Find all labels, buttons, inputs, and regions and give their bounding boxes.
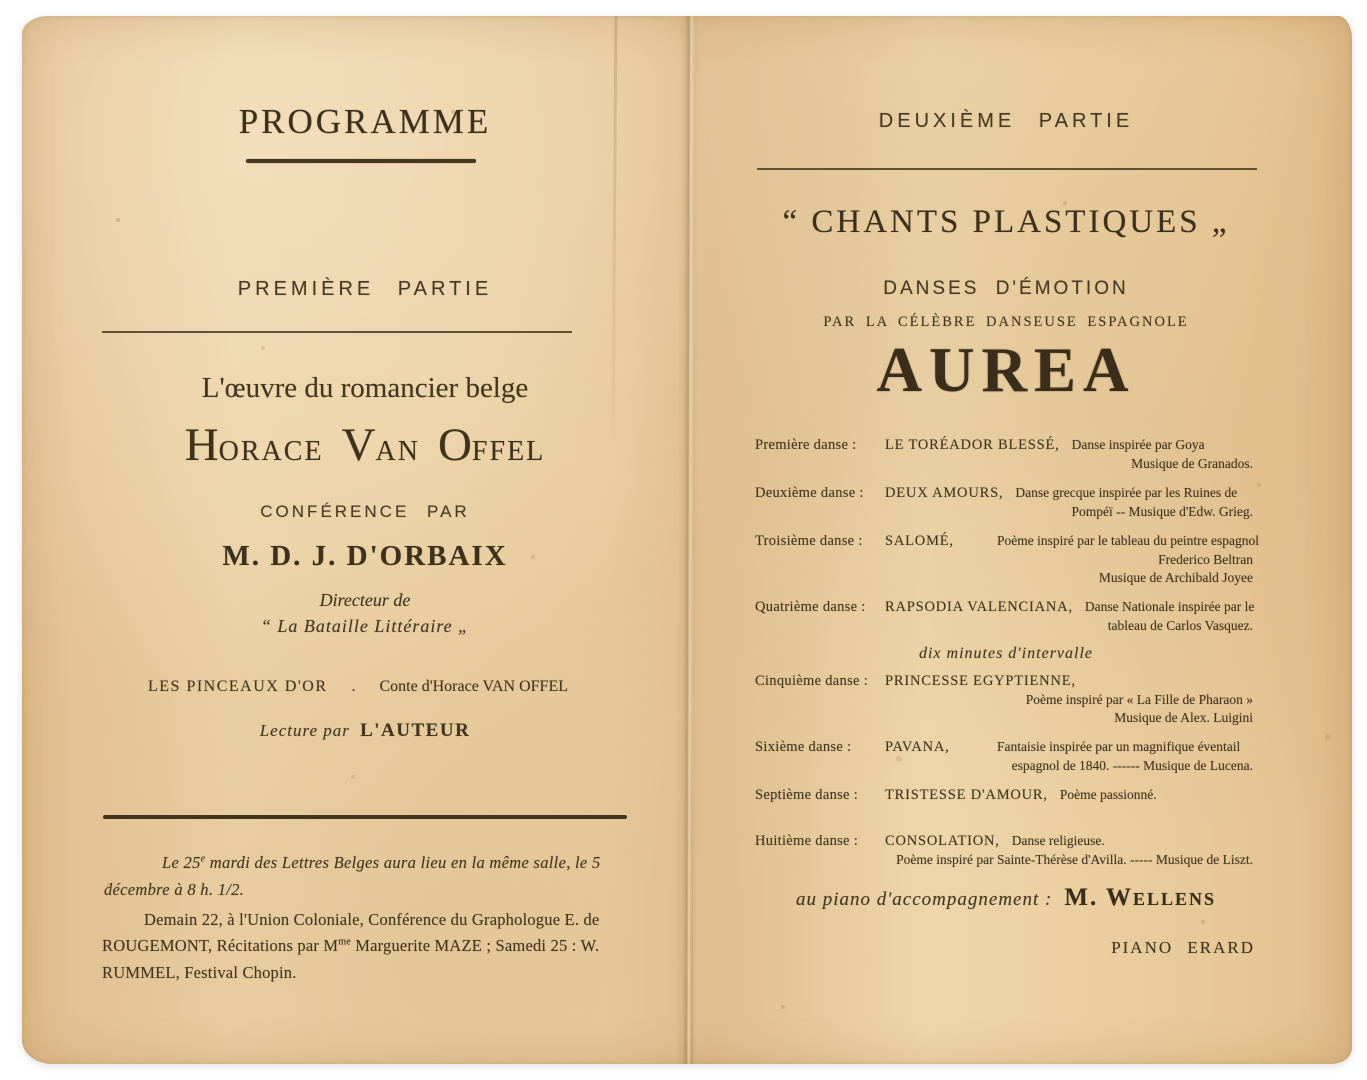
- upcoming-events-paragraph: [102, 907, 630, 987]
- section-rule: [757, 168, 1257, 170]
- dance-credit-line: tableau de Carlos Vasquez.: [1107, 618, 1253, 633]
- dance-first-line: [885, 531, 1260, 551]
- dance-first-line: [885, 671, 1257, 691]
- dance-ordinal-label: Quatrième danse :: [755, 599, 866, 615]
- dance-credit-line: Poème inspiré par « La Fille de Pharaon »: [1025, 692, 1253, 707]
- dance-description: Danse Nationale inspirée par le: [1084, 599, 1255, 614]
- lecture-line: [100, 720, 630, 742]
- dance-details: [885, 785, 1257, 805]
- dance-ordinal-label: Première danse :: [755, 437, 857, 453]
- foxing-speckles: [22, 16, 24, 18]
- dance-row: [755, 737, 1257, 775]
- paper-crease: [690, 716, 693, 1064]
- right-page: [755, 16, 1260, 1064]
- dance-title: RAPSODIA VALENCIANA,: [885, 599, 1073, 615]
- announcement-text: Demain 22, à l'Union Coloniale, Conférence du Graphologue E. de ROUGEMONT, Récitations par M: [102, 909, 600, 955]
- lecture-prefix: Lecture par: [259, 721, 350, 740]
- dance-row: [755, 671, 1257, 727]
- dance-row: [755, 531, 1260, 587]
- dance-description: Fantaisie inspirée par un magnifique éventail: [997, 739, 1241, 754]
- dance-first-line: [885, 737, 1257, 757]
- speaker-name: M. D. J. D'ORBAIX: [222, 540, 508, 572]
- dance-row: [755, 435, 1257, 473]
- programme-title: PROGRAMME: [238, 102, 492, 141]
- next-event-notice: [104, 849, 628, 903]
- author-name: [100, 419, 630, 471]
- footer-rule: [103, 815, 627, 819]
- author-name-word: [437, 419, 546, 471]
- dance-title: SALOMÉ,: [885, 533, 954, 549]
- lecture-author: L'AUTEUR: [360, 720, 471, 741]
- notice-text: Le 25: [162, 852, 201, 872]
- work-separator-dot: .: [351, 678, 356, 695]
- notice-text: mardi des Lettres Belges aura lieu en la même salle, le 5 décembre à 8 h. 1/2.: [104, 852, 601, 899]
- author-initial: O: [437, 419, 472, 471]
- director-line: Directeur de: [319, 590, 411, 610]
- accompanist-prefix: au piano d'accompagnement :: [795, 889, 1053, 910]
- author-initial: V: [341, 419, 376, 471]
- lecture-subject-line: L'œuvre du romancier belge: [201, 372, 529, 404]
- dance-description: Danse religieuse.: [1011, 833, 1105, 848]
- piano-brand: PIANO ERARD: [1111, 938, 1255, 957]
- conference-label: CONFÉRENCE PAR: [260, 502, 470, 521]
- notice-superscript: e: [200, 853, 206, 864]
- dance-ordinal-label: Troisième danse :: [755, 533, 863, 549]
- dance-credit-line: Pompéï -- Musique d'Edw. Grieg.: [1071, 504, 1253, 519]
- dance-row: [755, 597, 1257, 635]
- dance-title: PRINCESSE EGYPTIENNE,: [885, 673, 1076, 689]
- dance-title: LE TORÉADOR BLESSÉ,: [885, 437, 1060, 453]
- dance-row: [755, 831, 1257, 869]
- accompanist-name: M. Wellens: [1064, 884, 1217, 911]
- dance-first-line: [885, 483, 1257, 503]
- dance-ordinal-label: Septième danse :: [755, 787, 859, 803]
- show-subtitle: DANSES D'ÉMOTION: [883, 278, 1129, 299]
- dance-title: CONSOLATION,: [885, 833, 1000, 849]
- accompanist-line: [755, 884, 1257, 912]
- show-title: “ CHANTS PLASTIQUES „: [782, 204, 1230, 240]
- dance-details: [885, 597, 1257, 635]
- dance-description: Poème passionné.: [1059, 787, 1157, 802]
- first-part-heading: PREMIÈRE PARTIE: [237, 278, 493, 300]
- dance-description: Danse inspirée par Goya: [1071, 437, 1205, 452]
- author-initial: H: [184, 419, 219, 471]
- dancer-name: AUREA: [876, 335, 1136, 405]
- dance-first-line: [885, 597, 1257, 617]
- dance-first-line: [885, 435, 1257, 455]
- author-name-word: [184, 419, 324, 471]
- author-rest: ORACE: [218, 436, 324, 467]
- author-rest: AN: [375, 436, 420, 467]
- dance-credit-line: Musique de Granados.: [1131, 456, 1253, 471]
- work-line: [100, 678, 630, 696]
- dance-ordinal-label: Huitième danse :: [755, 833, 859, 849]
- dance-details: [885, 737, 1257, 775]
- dance-credit-line: Musique de Archibald Joyee: [1098, 570, 1253, 585]
- title-underline-rule: [246, 159, 476, 163]
- section-rule: [102, 331, 572, 333]
- work-credit: Conte d'Horace VAN OFFEL: [379, 678, 568, 695]
- dance-title: TRISTESSE D'AMOUR,: [885, 787, 1048, 803]
- dance-credit-line: Musique de Alex. Luigini: [1114, 710, 1253, 725]
- dance-details: [885, 435, 1257, 473]
- dance-description: Poème inspiré par le tableau du peintre espagnol: [997, 533, 1260, 548]
- dancer-intro-line: PAR LA CÉLÈBRE DANSEUSE ESPAGNOLE: [823, 314, 1189, 330]
- dance-details: [885, 671, 1257, 727]
- dance-first-line: [885, 785, 1257, 805]
- second-part-heading: DEUXIÈME PARTIE: [878, 110, 1134, 132]
- dance-ordinal-label: Sixième danse :: [755, 739, 852, 755]
- dance-programme-list: [755, 435, 1260, 879]
- journal-name: “ La Bataille Littéraire „: [260, 616, 470, 636]
- dance-credit-line: Frederico Beltran: [1158, 552, 1253, 567]
- dance-details: [885, 483, 1257, 521]
- author-name-word: [341, 419, 420, 471]
- author-rest: FFEL: [471, 436, 546, 467]
- dance-row: [755, 483, 1257, 521]
- dances-before-interval: [755, 435, 1260, 635]
- work-title: LES PINCEAUX D'OR: [148, 678, 328, 695]
- dance-title: PAVANA,: [885, 739, 950, 755]
- dance-details: [885, 831, 1257, 869]
- dance-credit-line: Poème inspiré par Sainte-Thérèse d'Avilla. ----- Musique de Liszt.: [896, 852, 1253, 867]
- interval-note: dix minutes d'intervalle: [918, 645, 1094, 662]
- dance-title: DEUX AMOURS,: [885, 485, 1004, 501]
- announcement-text: Marguerite MAZE ; Samedi 25 : W. RUMMEL, Festival Chopin.: [102, 936, 600, 982]
- dance-credit-line: espagnol de 1840. ------ Musique de Lucena.: [1011, 758, 1253, 773]
- dance-first-line: [885, 831, 1257, 851]
- dance-details: [885, 531, 1260, 587]
- left-page: [100, 16, 630, 1064]
- programme-leaflet-scan: [22, 16, 1352, 1064]
- center-fold-crease: [676, 16, 701, 1064]
- dance-description: Danse grecque inspirée par les Ruines de: [1015, 485, 1238, 500]
- announcement-superscript: me: [338, 936, 351, 948]
- dances-after-interval: [755, 671, 1257, 869]
- dance-ordinal-label: Cinquième danse :: [755, 673, 869, 689]
- dance-ordinal-label: Deuxième danse :: [755, 485, 864, 501]
- dance-row: [755, 785, 1257, 805]
